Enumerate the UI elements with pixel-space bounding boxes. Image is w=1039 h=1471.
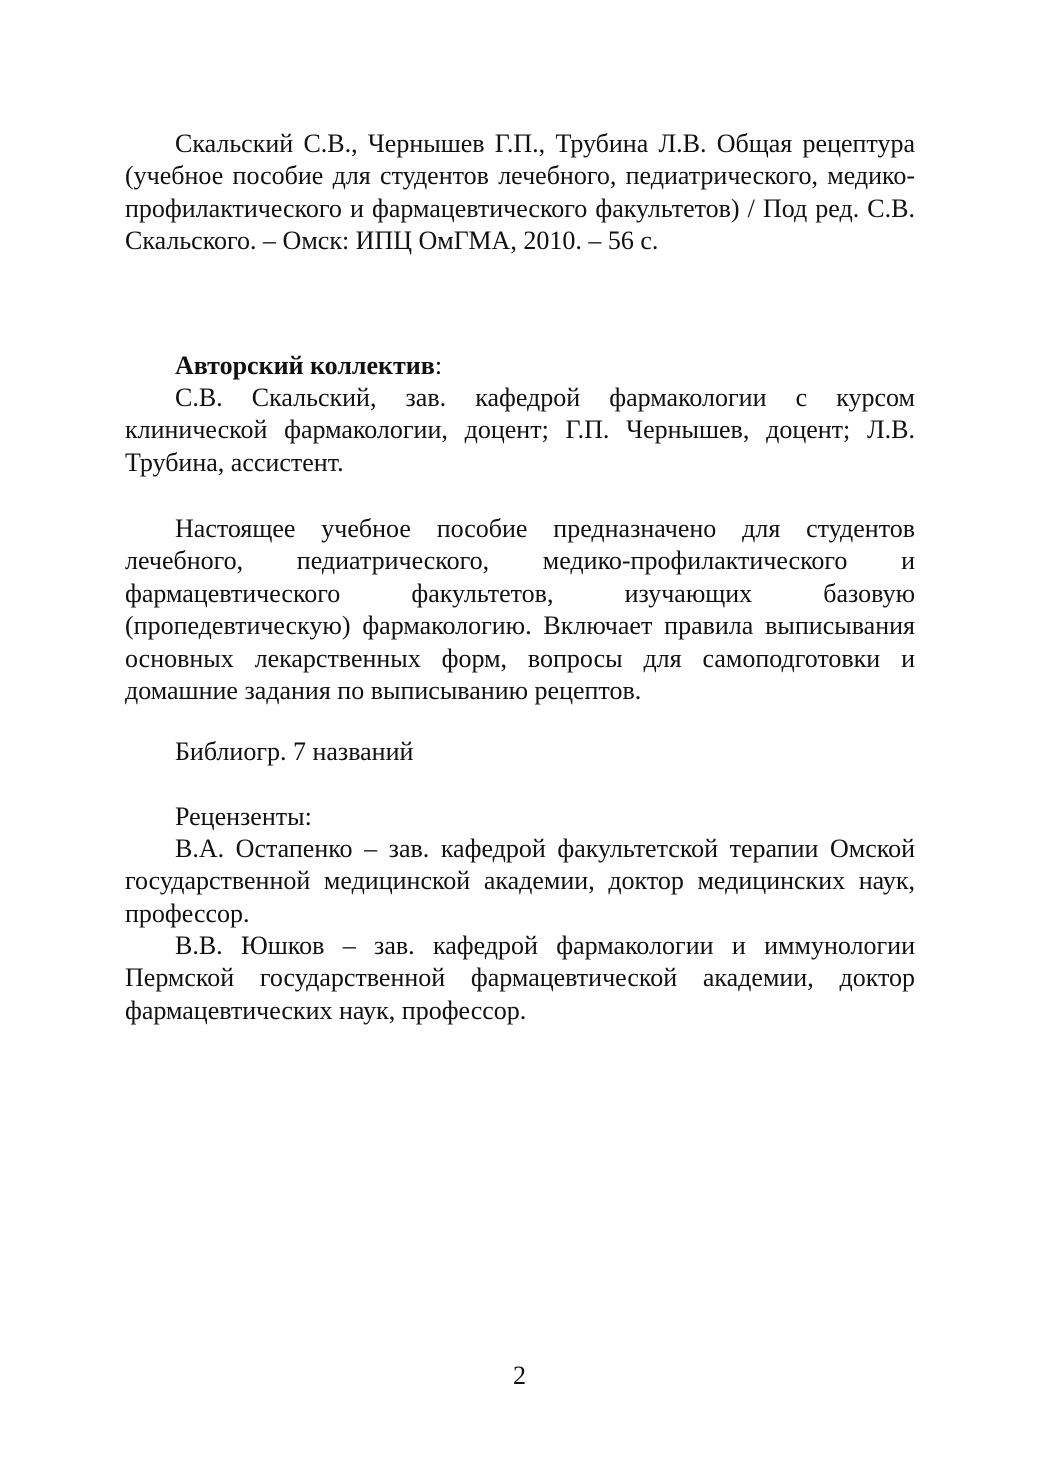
authors-heading: Авторский коллектив: [175, 351, 435, 380]
annotation-paragraph: Настоящее учебное пособие предназначено для студентов лечебного, педиатрического, медико-профилактического и фармацевтического факультетов, изучающих базовую (пропедевтическую) фармакологию. Включает правила выписывания основных лекарственных форм, вопросы для самоподготовки и домашние задания по выписыванию рецептов.: [125, 514, 915, 706]
bibliography-line: Библиогр. 7 названий: [175, 737, 414, 766]
page-number: 2: [513, 1361, 526, 1390]
authors-heading-colon: :: [434, 351, 443, 380]
reviewer-paragraph: В.В. Юшков – зав. кафедрой фармакологии и иммунологии Пермской государственной фармацевтической академии, доктор фармацевтических наук, профессор.: [125, 931, 915, 1025]
authors-heading-line: [125, 350, 915, 382]
reviewers-heading: Рецензенты:: [175, 802, 312, 831]
citation-paragraph: Скальский С.В., Чернышев Г.П., Трубина Л.В. Общая рецептура (учебное пособие для студентов лечебного, педиатрического, медико-профилактического и фармацевтического факультетов) / Под ред. С.В. Скальского. – Омск: ИПЦ ОмГМА, 2010. – 56 с.: [125, 129, 915, 256]
reviewer-paragraph: В.А. Остапенко – зав. кафедрой факультетской терапии Омской государственной медицинской академии, доктор медицинских наук, профессор.: [125, 834, 915, 928]
authors-paragraph: С.В. Скальский, зав. кафедрой фармакологии с курсом клинической фармакологии, доцент; Г.П. Чернышев, доцент; Л.В. Трубина, ассистент.: [125, 383, 915, 477]
